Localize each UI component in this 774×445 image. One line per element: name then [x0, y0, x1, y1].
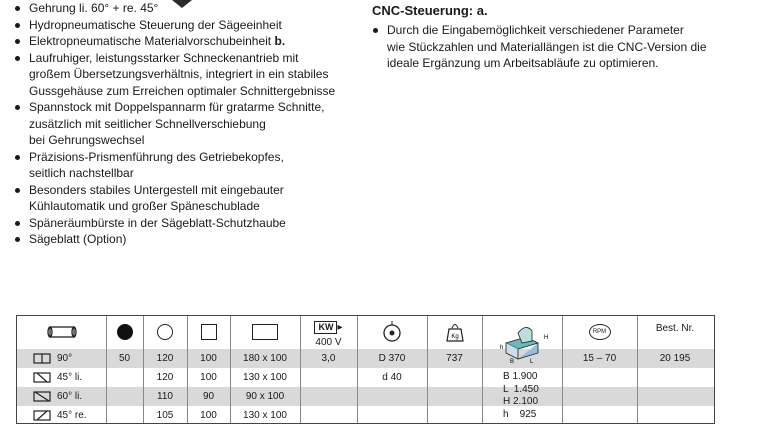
svg-text:h: h	[500, 345, 504, 351]
feature-item: Hydropneumatische Steuerung der Sägeeinheit	[14, 17, 364, 34]
motor-power-icon: KW ▸	[300, 316, 357, 338]
cut-45-right-icon	[33, 410, 51, 421]
order-number-header: Best. Nr.	[655, 322, 695, 334]
weight-icon	[427, 316, 482, 348]
row-45-left: 45° li. 120 100 130 x 100 d 40	[17, 368, 714, 387]
spec-table	[16, 315, 715, 424]
cut-90-icon	[33, 353, 51, 364]
feature-item: Elektropneumatische Materialvorschubeinheit b.	[14, 33, 364, 50]
rectangle-icon	[230, 316, 300, 348]
cnc-item: Durch die Eingabemöglichkeit verschiedener Parameter wie Stückzahlen und Materiallängen ist die CNC-Version die ideale Ergänzung um Arbeitsabläufe zu optimieren.	[372, 22, 742, 72]
feature-item: Gehrung li. 60° + re. 45°	[14, 0, 364, 17]
cnc-list	[372, 22, 742, 72]
material-bar-icon	[17, 316, 106, 348]
cut-45-left-icon	[33, 372, 51, 383]
machine-dimensions: B 1.900 L 1.450 H 2.100 h 925	[503, 371, 539, 420]
solid-round-icon	[106, 316, 143, 348]
feature-item: Besonders stabiles Untergestell mit eingebauter Kühlautomatik und großer Späneschublade	[14, 182, 364, 215]
svg-text:L: L	[530, 359, 534, 363]
svg-text:B: B	[510, 359, 515, 363]
voltage-label: 400 V	[315, 337, 342, 348]
svg-text:H: H	[544, 335, 549, 341]
cnc-section	[372, 2, 742, 72]
feature-item: Sägeblatt (Option)	[14, 231, 364, 248]
rpm-icon: RPM	[562, 316, 637, 348]
feature-item: Präzisions-Prismenführung des Getriebekopfes, seitlich nachstellbar	[14, 149, 364, 182]
cut-60-left-icon	[33, 391, 51, 402]
feature-list	[14, 0, 364, 248]
svg-text:Kg: Kg	[450, 334, 459, 340]
feature-item: Laufruhiger, leistungsstarker Schneckenantrieb mit großem Übersetzungsverhältnis, integriert in ein stabiles Gussgehäuse zum Erreichen optimaler Schnittergebnisse	[14, 50, 364, 100]
cnc-title: CNC-Steuerung: a.	[372, 3, 488, 18]
round-tube-icon	[143, 316, 187, 348]
saw-blade-icon	[357, 316, 427, 348]
row-45-right: 45° re. 105 100 130 x 100	[17, 406, 714, 425]
square-icon	[187, 316, 230, 348]
feature-item: Späneräumbürste in der Sägeblatt-Schutzhaube	[14, 215, 364, 232]
row-90: 90° 50 120 100 180 x 100 3,0 D 370 737 15 – 70 20 195	[17, 349, 714, 368]
feature-item: Spannstock mit Doppelspannarm für gratarme Schnitte, zusätzlich mit seitlicher Schnellverschiebung bei Gehrungswechsel	[14, 99, 364, 149]
row-60-left: 60° li. 110 90 90 x 100	[17, 387, 714, 406]
